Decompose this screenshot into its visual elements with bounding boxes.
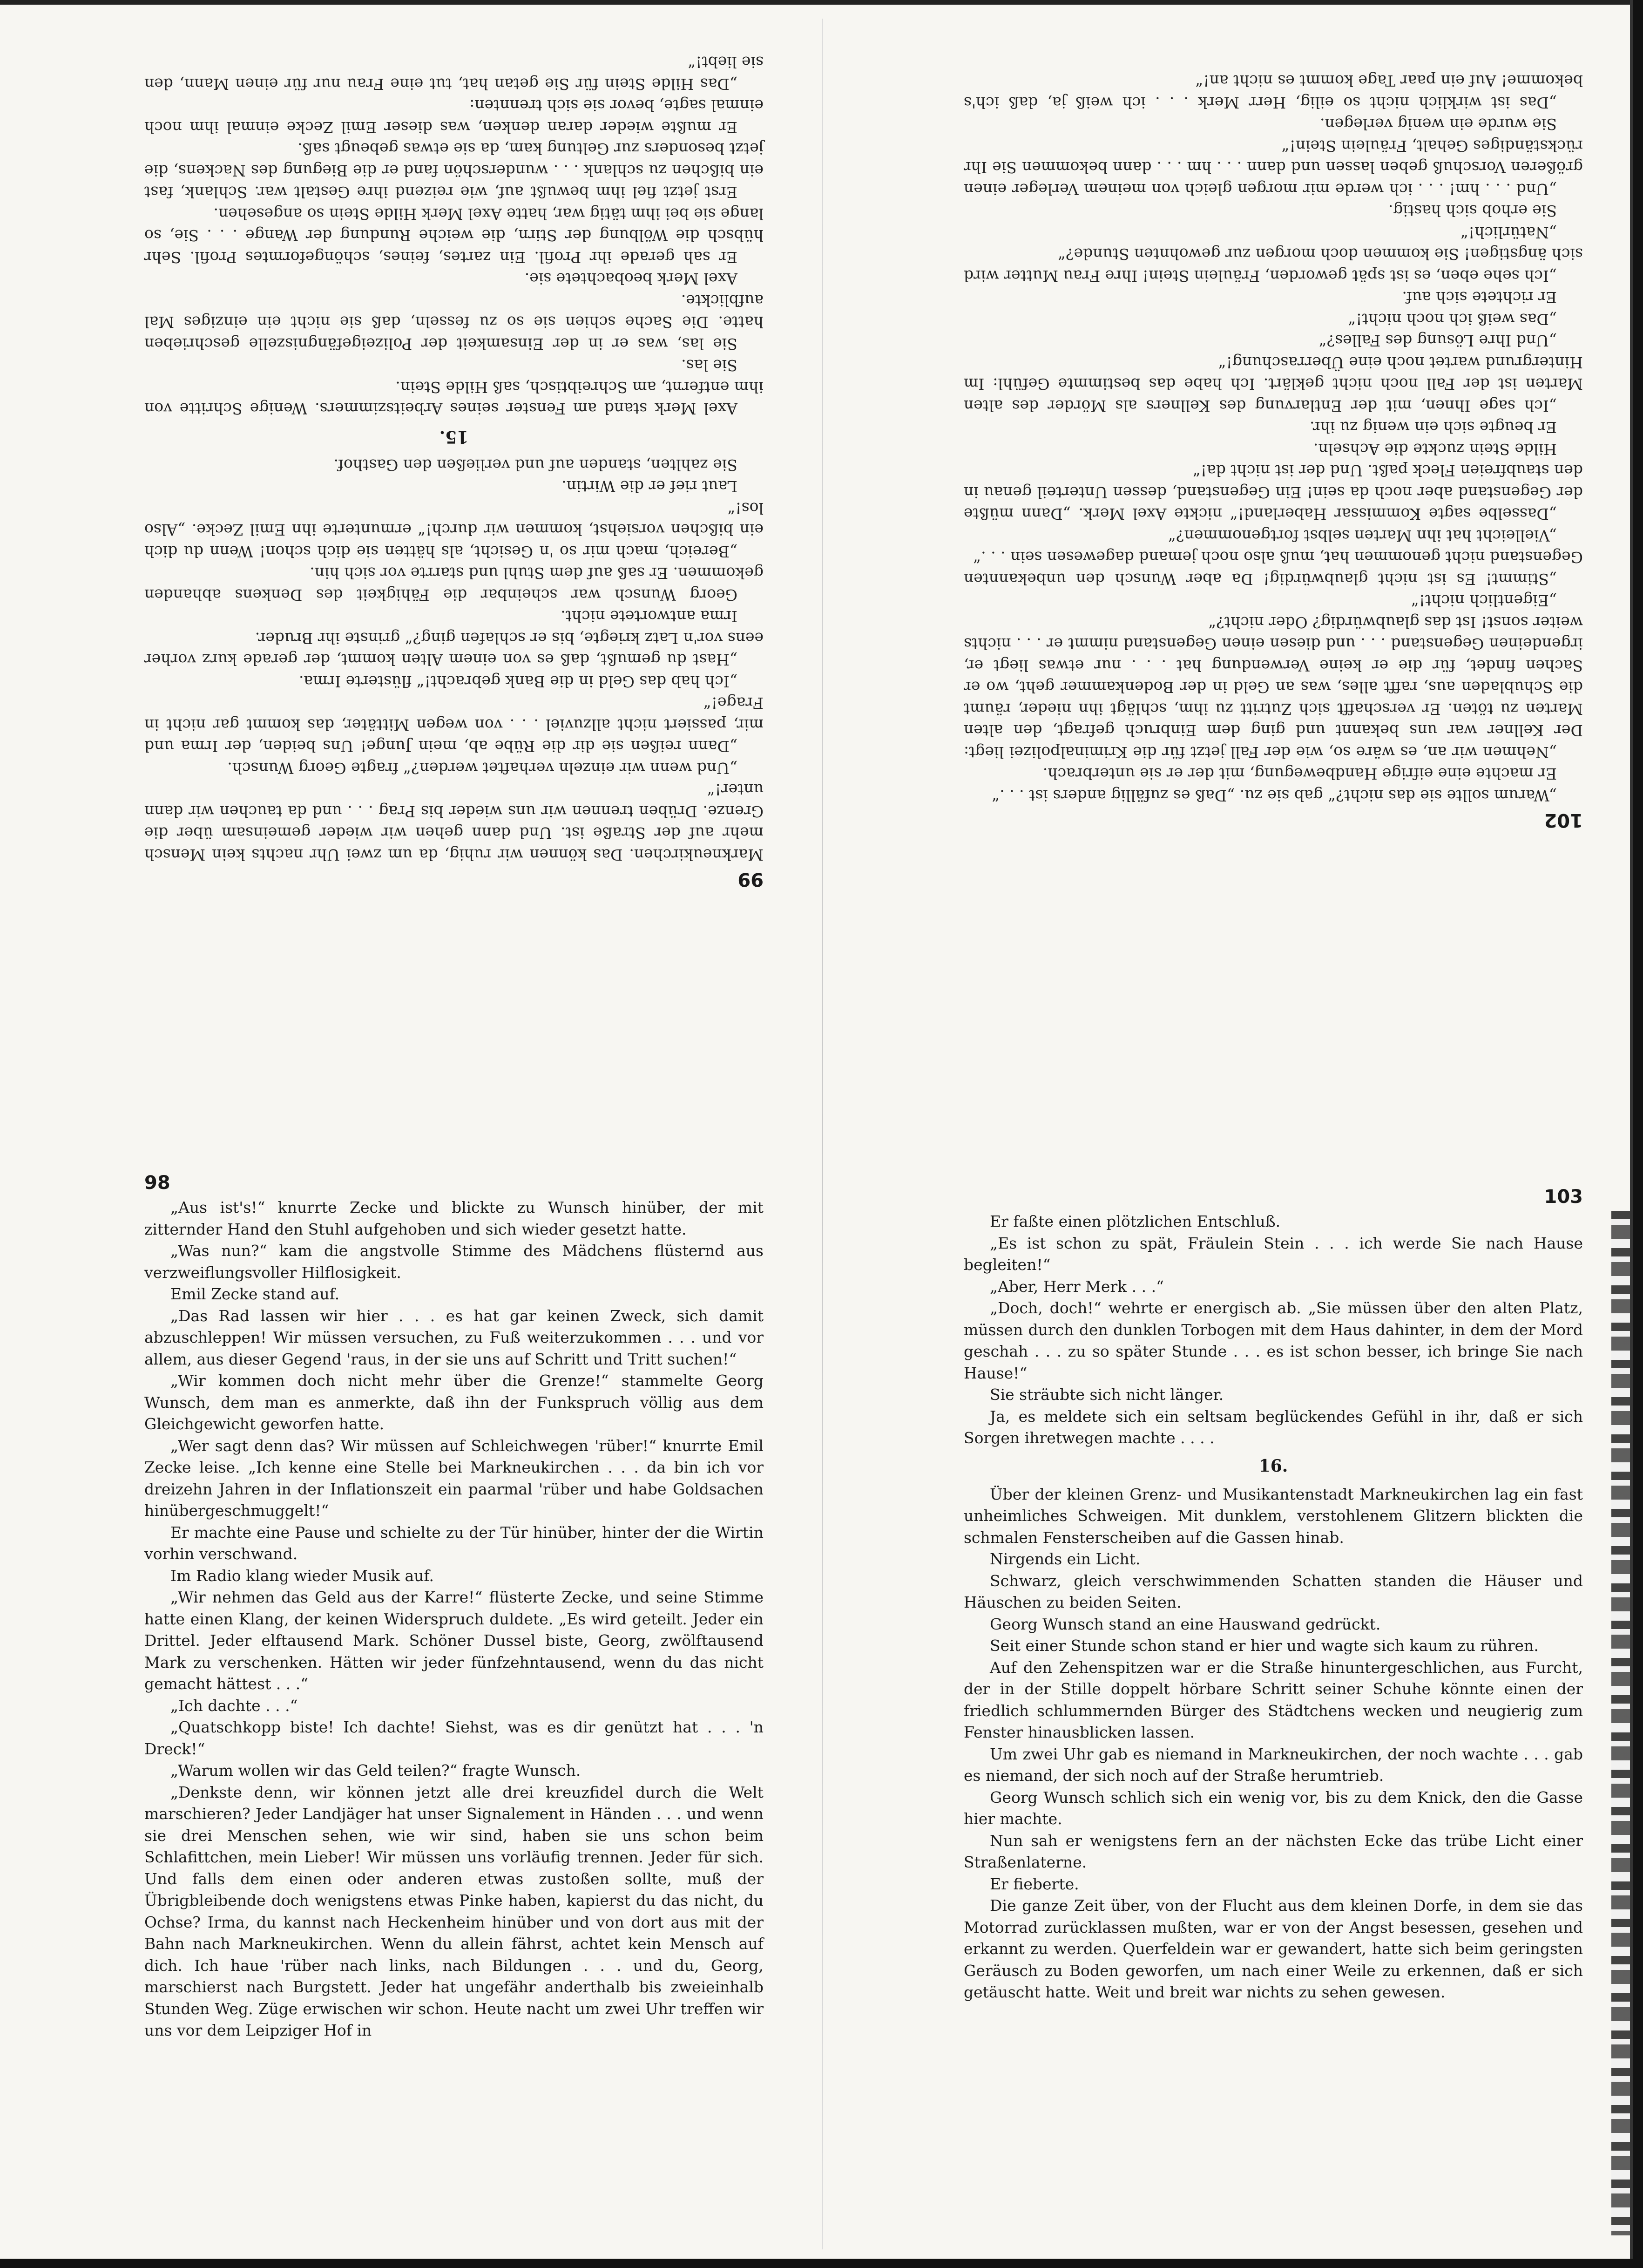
paragraph: Markneukirchen. Das können wir ruhig, da um zwei Uhr nachts kein Mensch mehr auf der Straße ist. Und dann gehen wir wieder gemeinsam über die Grenze. Drüben trennen wir uns wieder bis Prag . . . und da tauchen wir dann unter!“ <box>144 781 764 864</box>
paragraph: Axel Merk stand am Fenster seines Arbeitszimmers. Wenige Schritte von ihm entfernt, am Schreibtisch, saß Hilde Stein. <box>144 378 764 418</box>
paragraph: Über der kleinen Grenz- und Musikantenstadt Markneukirchen lag ein fast unheimliches Schweigen. Mit dunklem, verstohlenem Glitzern blickten die schmalen Fensterscheiben auf die Gassen hinab. <box>964 1485 1583 1547</box>
paragraph: Georg Wunsch stand an eine Hauswand gedrückt. <box>990 1615 1381 1633</box>
paragraph: Ja, es meldete sich ein seltsam beglückendes Gefühl in ihr, daß er sich Sorgen ihretwegen machte . . . . <box>964 1407 1583 1447</box>
paragraph: „Bereich, mach mir so 'n Gesicht, als hätten sie dich schon! Wenn du dich ein bißchen vorsiehst, kommen wir durch!“ ermunterte ihn Emil Zecke. „Also los!“ <box>144 499 764 561</box>
paragraph: Hilde Stein zuckte die Achseln. <box>1313 440 1557 458</box>
paragraph: „Warum sollte sie das nicht?“ gab sie zu. „Daß es zufällig anders ist . . .“ <box>992 787 1557 805</box>
paragraph: „Das Hilde Stein für Sie getan hat, tut eine Frau nur für einen Mann, den sie liebt!“ <box>144 53 764 93</box>
paragraph: Nun sah er wenigstens fern an der nächsten Ecke das trübe Licht einer Straßenlaterne. <box>964 1831 1583 1871</box>
paragraph: „Wir nehmen das Geld aus der Karre!“ flüsterte Zecke, und seine Stimme hatte einen Klang, der keinen Widerspruch duldete. „Es wird geteilt. Jeder ein Drittel. Jeder elftausend Mark. Schöner Dussel biste, Georg, zwölftausend Mark zu verschenken. Hätten wir jeder fünfzehntausend, wenn du das nicht gemacht hättest . . .“ <box>144 1588 764 1693</box>
paragraph: „Ich sehe eben, es ist spät geworden, Fräulein Stein! Ihre Frau Mutter wird sich ängstigen! Sie kommen doch morgen zur gewohnten Stunde?“ <box>964 245 1583 285</box>
paragraph: Er mußte wieder daran denken, was dieser Emil Zecke einmal ihm noch einmal sagte, bevor sie sich trennten: <box>144 96 764 136</box>
paragraph: Sie erhob sich hastig. <box>1388 202 1557 220</box>
scan-border-top <box>0 0 1643 5</box>
paragraph: „Denkste denn, wir können jetzt alle drei kreuzfidel durch die Welt marschieren? Jeder Landjäger hat unser Signalement in Händen . . . und wenn sie drei Menschen sehen, wie wir sind, haben sie uns schon beim Schlafittchen, mein Lieber! Wir müssen uns vorläufig trennen. Jeder für sich. Und falls dem einen oder anderen etwas zustoßen sollte, muß der Übrigbleibende doch wenigstens etwas Pinke haben, kapierst du das nicht, du Ochse? Irma, du kannst nach Heckenheim hinüber und von dort aus mit der Bahn nach Markneukirchen. Wenn du allein fährst, achtet kein Mensch auf dich. Ich haue 'rüber nach links, nach Bildungen . . . und du, Georg, marschierst nach Burgstett. Jeder hat ungefähr anderthalb bis zweieinhalb Stunden Weg. Züge erwischen wir schon. Heute nacht um zwei Uhr treffen wir uns vor dem Leipziger Hof in <box>144 1783 764 2039</box>
paragraph: „Und Ihre Lösung des Falles?“ <box>1318 332 1557 350</box>
paragraph: „Eigentlich nicht!“ <box>1411 591 1557 610</box>
paragraph: Die ganze Zeit über, von der Flucht aus dem kleinen Dorfe, in dem sie das Motorrad zurücklassen mußten, war er von der Angst besessen, gesehen und erkannt zu werden. Querfeldein war er gewandert, hatte sich beim geringsten Geräusch zu Boden geworfen, um nach einer Weile zu erkennen, daß er sich getäuscht hatte. Weit und breit war nichts zu sehen gewesen. <box>964 1896 1583 2001</box>
page-103 <box>964 1183 1583 2003</box>
paragraph: „Ich sage Ihnen, mit der Entlarvung des Kellners als Mörder des alten Marten ist der Fall noch nicht geklärt. Ich habe das bestimmte Gefühl: Im Hintergrund wartet noch eine Überraschung!“ <box>964 353 1583 415</box>
paragraph: „Und . . . hm! . . . ich werde mir morgen gleich von meinem Verleger einen größeren Vorschuß geben lassen und dann . . . hm . . . dann bekommen Sie Ihr rückständiges Gehalt, Fräulein Stein!“ <box>964 137 1583 198</box>
paragraph: Nirgends ein Licht. <box>990 1550 1141 1568</box>
scan-border-right-inner <box>1630 0 1633 2268</box>
page-99 <box>144 51 764 893</box>
paragraph: „Das weiß ich noch nicht!“ <box>1348 310 1557 328</box>
paragraph: Laut rief er die Wirtin. <box>561 477 737 496</box>
paragraph: „Was nun?“ kam die angstvolle Stimme des Mädchens flüsternd aus verzweiflungsvoller Hilflosigkeit. <box>144 1242 764 1282</box>
paragraph: Georg Wunsch war scheinbar die Fähigkeit des Denkens abhanden gekommen. Er saß auf dem Stuhl und starrte vor sich hin. <box>144 564 764 604</box>
paragraph: „Doch, doch!“ wehrte er energisch ab. „Sie müssen über den alten Platz, müssen durch den dunklen Torbogen mit dem Haus dahinter, in dem der Mord geschah . . . zu so später Stunde . . . es ist schon besser, ich bringe Sie nach Hause!“ <box>964 1299 1583 1382</box>
paragraph: „Ich dachte . . .“ <box>170 1696 298 1715</box>
paragraph: „Ich hab das Geld in die Bank gebracht!“ flüsterte Irma. <box>299 672 737 691</box>
chapter-heading: 15. <box>439 427 469 447</box>
paragraph: Sie las. <box>681 356 737 375</box>
page-fold <box>822 19 823 2249</box>
paragraph: „Quatschkopp biste! Ich dachte! Siehst, was es dir genützt hat . . . 'n Dreck!“ <box>144 1718 764 1758</box>
paragraph: „Hast du gemußt, daß es von einem Alten kommt, der gerade kurz vorher eens vor'n Latz kriegte, bis er schlafen ging?“ grinste ihr Bruder. <box>144 629 764 669</box>
paragraph: „Und wenn wir einzeln verhaftet werden?“ fragte Georg Wunsch. <box>227 759 737 777</box>
paragraph: „Dann reißen sie dir die Rübe ab, mein Junge! Uns beiden, der Irma und mir, passiert nicht allzuviel . . . von wegen Mittäter, das kommt gar nicht in Frage!“ <box>144 694 764 756</box>
paragraph: Erst jetzt fiel ihm bewußt auf, wie reizend ihre Gestalt war. Schlank, fast ein bißchen zu schlank . . . wunderschön fand er die Biegung des Nackens, die jetzt besonders zur Geltung kam, da sie etwas gebeugt saß. <box>144 140 764 202</box>
page-98-text <box>144 1197 764 2042</box>
paragraph: „Aber, Herr Merk . . .“ <box>990 1277 1164 1296</box>
paragraph: Sie zahlten, standen auf und verließen den Gasthof. <box>333 456 737 474</box>
paragraph: „Natürlich!“ <box>1460 224 1557 242</box>
paragraph: Axel Merk beobachtete sie. <box>524 270 737 288</box>
paragraph: „Nehmen wir an, es wäre so, wie der Fall jetzt für die Kriminalpolizei liegt: Der Kellner war uns bekannt und ging dem Einbruch gefragt, den alten Marten zu töten. Er verschafft sich Zutritt zu ihm, schlägt ihn nieder, räumt die Schubladen aus, rafft alles, was an Geld in der Bodenkammer geht, wo er Sachen findet, für die er keine Verwendung hat . . . nur etwas liegt er, irgendeinen Gegenstand . . . und diesen einen Gegenstand nimmt er . . . nichts weiter sonst! Ist das glaubwürdig? Oder nicht?“ <box>964 613 1583 761</box>
paragraph: „Dasselbe sagte Kommissar Haberland!“ nickte Axel Merk. „Dann müßte der Gegenstand aber noch da sein! Ein Gegenstand, dessen Unterteil genau in den staubfreien Fleck paßt. Und der ist nicht da!“ <box>964 462 1583 523</box>
paragraph: Sie sträubte sich nicht länger. <box>990 1385 1224 1404</box>
page-number: 98 <box>144 1172 170 1194</box>
paragraph: Er machte eine eifrige Handbewegung, mit der er sie unterbrach. <box>1042 765 1557 783</box>
paragraph: Sie las, was er in der Einsamkeit der Polizeigefängniszelle geschrieben hatte. Die Sache schien sie so zu fesseln, daß sie nicht ein einziges Mal aufblickte. <box>144 292 764 353</box>
page-99-text-after <box>144 51 764 420</box>
paragraph: „Wer sagt denn das? Wir müssen auf Schleichwegen 'rüber!“ knurrte Emil Zecke leise. „Ich kenne eine Stelle bei Markneukirchen . . . da bin ich vor dreizehn Jahren in der Inflationszeit ein paarmal 'rüber und habe Goldsachen hinübergeschmuggelt!“ <box>144 1436 764 1520</box>
paragraph: „Stimmt! Es ist nicht glaubwürdig! Da aber Wunsch den unbekannten Gegenstand nicht genommen hat, muß also noch jemand dagewesen sein . . .“ <box>964 548 1583 588</box>
paragraph: Emil Zecke stand auf. <box>170 1285 340 1303</box>
paragraph: Seit einer Stunde schon stand er hier und wagte sich kaum zu rühren. <box>990 1636 1539 1655</box>
paragraph: „Warum wollen wir das Geld teilen?“ fragte Wunsch. <box>170 1761 581 1779</box>
page-103-text-before <box>964 1211 1583 1449</box>
paragraph: „Vielleicht hat ihn Marten selbst fortgenommen?“ <box>1168 527 1557 545</box>
paragraph: „Das ist wirklich nicht so eilig, Herr Merk . . . ich weiß ja, daß ich's bekomme! Auf ein paar Tage kommt es nicht an!“ <box>964 72 1583 112</box>
page-98 <box>144 1169 764 2042</box>
scan-border-right <box>1633 0 1643 2268</box>
paragraph: „Es ist schon zu spät, Fräulein Stein . . . ich werde Sie nach Hause begleiten!“ <box>964 1234 1583 1274</box>
page-number: 102 <box>1544 809 1583 831</box>
page-edge-strip <box>1611 1211 1630 2235</box>
paragraph: Er sah gerade ihr Profil. Ein zartes, feines, schöngeformtes Profil. Sehr hübsch die Wölbung der Stirn, die weiche Rundung der Wange . . . Sie, so lange sie bei ihm tätig war, hatte Axel Merk Hilde Stein so angesehen. <box>144 205 764 266</box>
scan-border-bottom <box>0 2259 1643 2268</box>
page-number: 99 <box>737 869 764 890</box>
paragraph: Irma antwortete nicht. <box>561 607 737 626</box>
paragraph: Er fieberte. <box>990 1874 1079 1893</box>
paragraph: Sie wurde ein wenig verlegen. <box>1319 115 1557 134</box>
paragraph: Er machte eine Pause und schielte zu der Tür hinüber, hinter der die Wirtin vorhin verschwand. <box>144 1523 764 1563</box>
paragraph: Um zwei Uhr gab es niemand in Markneukirchen, der noch wachte . . . gab es niemand, der sich noch auf der Straße herumtrieb. <box>964 1745 1583 1785</box>
page-number: 103 <box>1544 1186 1583 1208</box>
paragraph: Er beugte sich ein wenig zu ihr. <box>1310 418 1557 437</box>
page-103-text-after <box>964 1484 1583 2003</box>
chapter-heading: 16. <box>1258 1456 1288 1476</box>
paragraph: Er richtete sich auf. <box>1402 288 1557 307</box>
paragraph: Georg Wunsch schlich sich ein wenig vor, bis zu dem Knick, den die Gasse hier machte. <box>964 1788 1583 1828</box>
page-102-text <box>964 70 1583 806</box>
paragraph: „Aus ist's!“ knurrte Zecke und blickte zu Wunsch hinüber, der mit zitternder Hand den Stuhl aufgehoben und sich wieder gesetzt hatte. <box>144 1198 764 1238</box>
paragraph: Im Radio klang wieder Musik auf. <box>170 1566 434 1585</box>
page-99-text-before <box>144 454 764 866</box>
paragraph: „Wir kommen doch nicht mehr über die Grenze!“ stammelte Georg Wunsch, dem man es anmerkte, daß ihn der Funkspruch völlig aus dem Gleichgewicht geworfen hatte. <box>144 1372 764 1433</box>
paragraph: „Das Rad lassen wir hier . . . es hat gar keinen Zweck, sich damit abzuschleppen! Wir müssen versuchen, zu Fuß weiterzukommen . . . und vor allem, aus dieser Gegend 'raus, in der sie uns auf Schritt und Tritt suchen!“ <box>144 1306 764 1368</box>
paragraph: Er faßte einen plötzlichen Entschluß. <box>990 1212 1281 1230</box>
page-102 <box>964 70 1583 834</box>
paragraph: Auf den Zehenspitzen war er die Straße hinuntergeschlichen, aus Furcht, der in der Stille doppelt hörbare Schritt seiner Schuhe könnte einen der friedlich schlummernden Bürger des Städtchens wecken und neugierig zum Fenster hinausblicken lassen. <box>964 1658 1583 1741</box>
paragraph: Schwarz, gleich verschwimmenden Schatten standen die Häuser und Häuschen zu beiden Seiten. <box>964 1571 1583 1611</box>
